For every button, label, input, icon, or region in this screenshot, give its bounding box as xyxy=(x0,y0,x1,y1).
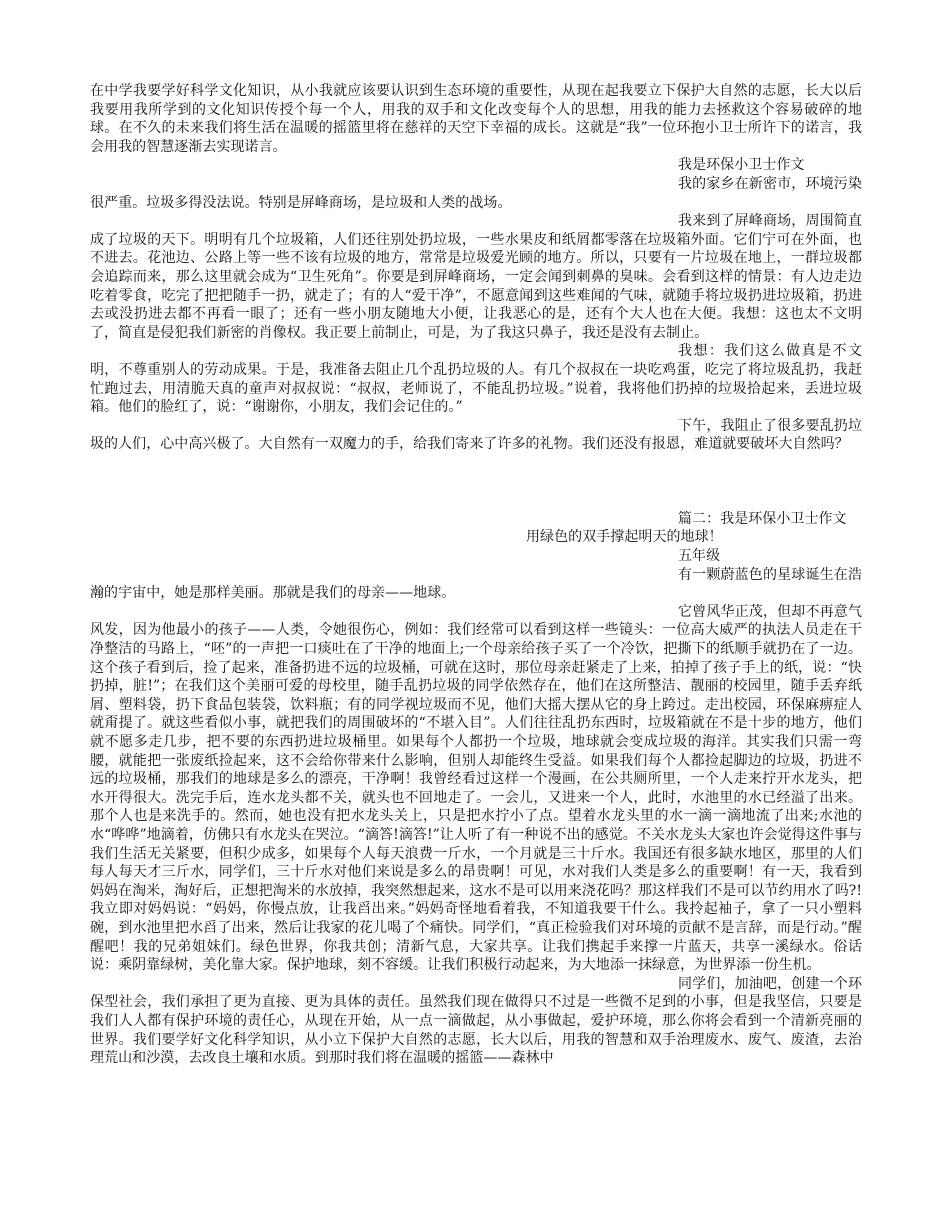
section-heading-2: 篇二：我是环保小卫士作文 xyxy=(678,510,847,527)
paragraph: 它曾风华正茂，但却不再意气风发，因为他最小的孩子——人类，令她很伤心，例如：我们经常可以看到这样一些镜头：一位高大威严的执法人员走在干净整洁的马路上，“呸”的一声把一口痰吐在了干净的地面上;一个母亲给孩子买了一个冷饮，把撕下的纸顺手就扔在了一边。这个孩子看到后，捡了起来，准备扔进不远的垃圾桶，可就在这时，那位母亲赶紧走了上来，拍掉了孩子手上的纸，说：“快扔掉，脏!”；在我们这个美丽可爱的母校里，随手乱扔垃圾的同学依然存在，他们在这所整洁、靓丽的校园里，随手丢弃纸屑、塑料袋，扔下食品包装袋，饮料瓶；有的同学视垃圾而不见，他们大摇大摆从它的身上跨过。走出校园，环保麻痹症人就甭提了。就这些看似小事，就把我们的周围破坏的“不堪入目”。人们往往乱扔东西时，垃圾箱就在不是十步的地方，他们就不愿多走几步，把不要的东西扔进垃圾桶里。如果每个人都扔一个垃圾，地球就会变成垃圾的海洋。其实我们只需一弯腰，就能把一张废纸捡起来，这不会给你带来什么影响，但别人却能终生受益。如果我们每个人都捡起脚边的垃圾，扔进不远的垃圾桶，那我们的地球是多么的漂亮，干净啊！我曾经看过这样一个漫画，在公共厕所里，一个人走来拧开水龙头，把水开得很大。洗完手后，连水龙头都不关，就头也不回地走了。一会儿，又进来一个人，此时，水池里的水已经溢了出来。那个人也是来洗手的。然而，她也没有把水龙头关上，只是把水拧小了点。望着水龙头里的水一滴一滴地流了出来;水池的水“哗哗”地滴着，仿佛只有水龙头在哭泣。“滴答!滴答!”让人听了有一种说不出的感觉。不关水龙头大家也许会觉得这件事与我们生活无关紧要，但积少成多，如果每个人每天浪费一斤水，一个月就是三十斤水。我国还有很多缺水地区，那里的人们每人每天才三斤水，同学们，三十斤水对他们来说是多么的昂贵啊！可见，水对我们人类是多么的重要啊！有一天，我看到妈妈在淘米，淘好后，正想把淘米的水放掉，我突然想起来，这水不是可以用来浇花吗？那这样我们不是可以节约用水了吗?!我立即对妈妈说：“妈妈，你慢点放，让我舀出来。”妈妈奇怪地看着我，不知道我要干什么。我拎起袖子，拿了一只小塑料碗，到水池里把水舀了出来，然后让我家的花儿喝了个痛快。同学们，“真正检验我们对环境的贡献不是言辞，而是行动。”醒醒吧！我的兄弟姐妹们。绿色世界，你我共创；清新气息，大家共享。让我们携起手来撑一片蓝天，共享一溪绿水。俗话说：乘阴靠绿树，美化靠大家。保护地球，刻不容缓。让我们积极行动起来，为大地添一抹绿意，为世界添一份生机。 xyxy=(90,603,862,974)
paragraph: 下午，我阻止了很多要乱扔垃圾的人们，心中高兴极了。大自然有一双魔力的手，给我们寄来了许多的礼物。我们还没有报恩，难道就要破坏大自然吗？ xyxy=(90,417,862,453)
essay-title: 用绿色的双手撑起明天的地球！ xyxy=(526,529,723,546)
paragraph: 我来到了屏峰商场，周围简直成了垃圾的天下。明明有几个垃圾箱，人们还往别处扔垃圾，一些水果皮和纸屑都零落在垃圾箱外面。它们宁可在外面，也不进去。花池边、公路上等一些不该有垃圾的地方，常常是垃圾爱光顾的地方。所以，只要有一片垃圾在地上，一群垃圾都会追踪而来，那么这里就会成为“卫生死角”。你要是到屏峰商场，一定会闻到刺鼻的臭味。会看到这样的情景：有人边走边吃着零食，吃完了把把随手一扔，就走了；有的人“爱干净”，不愿意闻到这些难闻的气味，就随手将垃圾扔进垃圾箱，扔进去或没扔进去都不再看一眼了；还有一些小朋友随地大小便，让我恶心的是，还有个大人也在大便。我想：这也太不文明了，简直是侵犯我们新密的肖像权。我正要上前制止，可是，为了我这只鼻子，我还是没有去制止。 xyxy=(90,213,862,341)
paragraph: 同学们，加油吧，创建一个环保型社会，我们承担了更为直接、更为具体的责任。虽然我们现在做得只不过是一些微不足到的小事，但是我坚信，只要是我们人人都有保护环境的责任心，从现在开始，从一点一滴做起，从小事做起，爱护环境，那么你将会看到一个清新亮丽的世界。我们要学好文化科学知识，从小立下保护大自然的志愿，长大以后，用我的智慧和双手治理废水、废气、废渣，去治理荒山和沙漠，去改良土壤和水质。到那时我们将在温暖的摇篮——森林中 xyxy=(90,975,862,1067)
grade-label: 五年级 xyxy=(678,548,721,565)
paragraph: 我想：我们这么做真是不文明，不尊重别人的劳动成果。于是，我准备去阻止几个乱扔垃圾的人。有几个叔叔在一块吃鸡蛋，吃完了将垃圾乱扔，我赶忙跑过去，用清脆天真的童声对叔叔说：“叔叔，老师说了，不能乱扔垃圾。”说着，我将他们扔掉的垃圾拾起来，丢进垃圾箱。他们的脸红了，说：“谢谢你，小朋友，我们会记住的。” xyxy=(90,343,862,416)
document-page xyxy=(90,82,862,1068)
section-gap xyxy=(90,454,862,510)
section-heading-1: 我是环保小卫士作文 xyxy=(678,157,805,174)
paragraph: 有一颗蔚蓝色的星球诞生在浩瀚的宇宙中，她是那样美丽。那就是我们的母亲——地球。 xyxy=(90,566,862,602)
paragraph-intro: 在中学我要学好科学文化知识，从小我就应该要认识到生态环境的重要性，从现在起我要立下保护大自然的志愿，长大以后我要用我所学到的文化知识传授个每一个人，用我的双手和文化改变每个人的思想，用我的能力去拯救这个容易破碎的地球。在不久的未来我们将生活在温暖的摇篮里将在慈祥的天空下幸福的成长。这就是“我”一位环抱小卫士所许下的诺言，我会用我的智慧逐渐去实现诺言。 xyxy=(90,83,862,155)
paragraph: 我的家乡在新密市，环境污染很严重。垃圾多得没法说。特别是屏峰商场，是垃圾和人类的战场。 xyxy=(90,175,862,211)
